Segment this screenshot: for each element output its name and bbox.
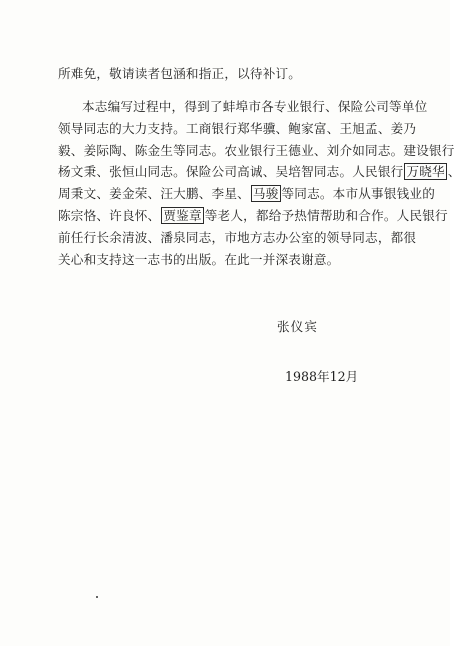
text-line-3: 领导同志的大力支持。工商银行郑华骥、鲍家富、王旭孟、姜乃	[58, 121, 417, 136]
paragraph-line-9	[58, 252, 339, 268]
boxed-name-1: 万晓华	[406, 164, 445, 179]
text-line-7-start: 陈宗恪、许良怀、	[58, 208, 161, 223]
document-date: 1988年12月	[285, 369, 359, 384]
paragraph-line-3	[58, 121, 416, 137]
text-line-2: 本志编写过程中，得到了蚌埠市各专业银行、保险公司等单位	[82, 99, 428, 114]
paragraph-line-6	[58, 186, 435, 202]
paragraph-line-1	[58, 66, 301, 82]
text-line-8: 前任行长余清波、潘泉同志，市地方志办公室的领导同志，都很	[58, 230, 417, 245]
text-line-4: 毅、姜际陶、陈金生等同志。农业银行王德业、刘介如同志。建设银行	[58, 143, 455, 158]
text-line-7-end: 等老人，都给予热情帮助和合作。人民银行	[204, 208, 448, 223]
text-line-5-end: 、	[447, 164, 461, 179]
text-line-5-start: 杨文秉、张恒山同志。保险公司高诚、吴培智同志。人民银行	[58, 164, 404, 179]
boxed-name-2: 马骏	[252, 186, 279, 201]
text-line-1: 所难免，敬请读者包涵和指正，以待补订。	[58, 66, 302, 81]
paragraph-line-4	[58, 143, 455, 159]
paragraph-line-7	[58, 208, 448, 224]
scan-speck	[96, 596, 98, 598]
text-line-6-start: 周秉文、姜金荣、汪大鹏、李星、	[58, 186, 250, 201]
paragraph-line-8	[58, 230, 416, 246]
text-line-9: 关心和支持这一志书的出版。在此一并深表谢意。	[58, 252, 340, 267]
paragraph-line-5	[58, 164, 461, 180]
text-line-6-end: 等同志。本市从事银钱业的	[281, 186, 436, 201]
paragraph-line-2	[82, 99, 427, 115]
boxed-name-3: 贾鉴章	[163, 208, 202, 223]
author-signature: 张仪宾	[277, 319, 318, 334]
